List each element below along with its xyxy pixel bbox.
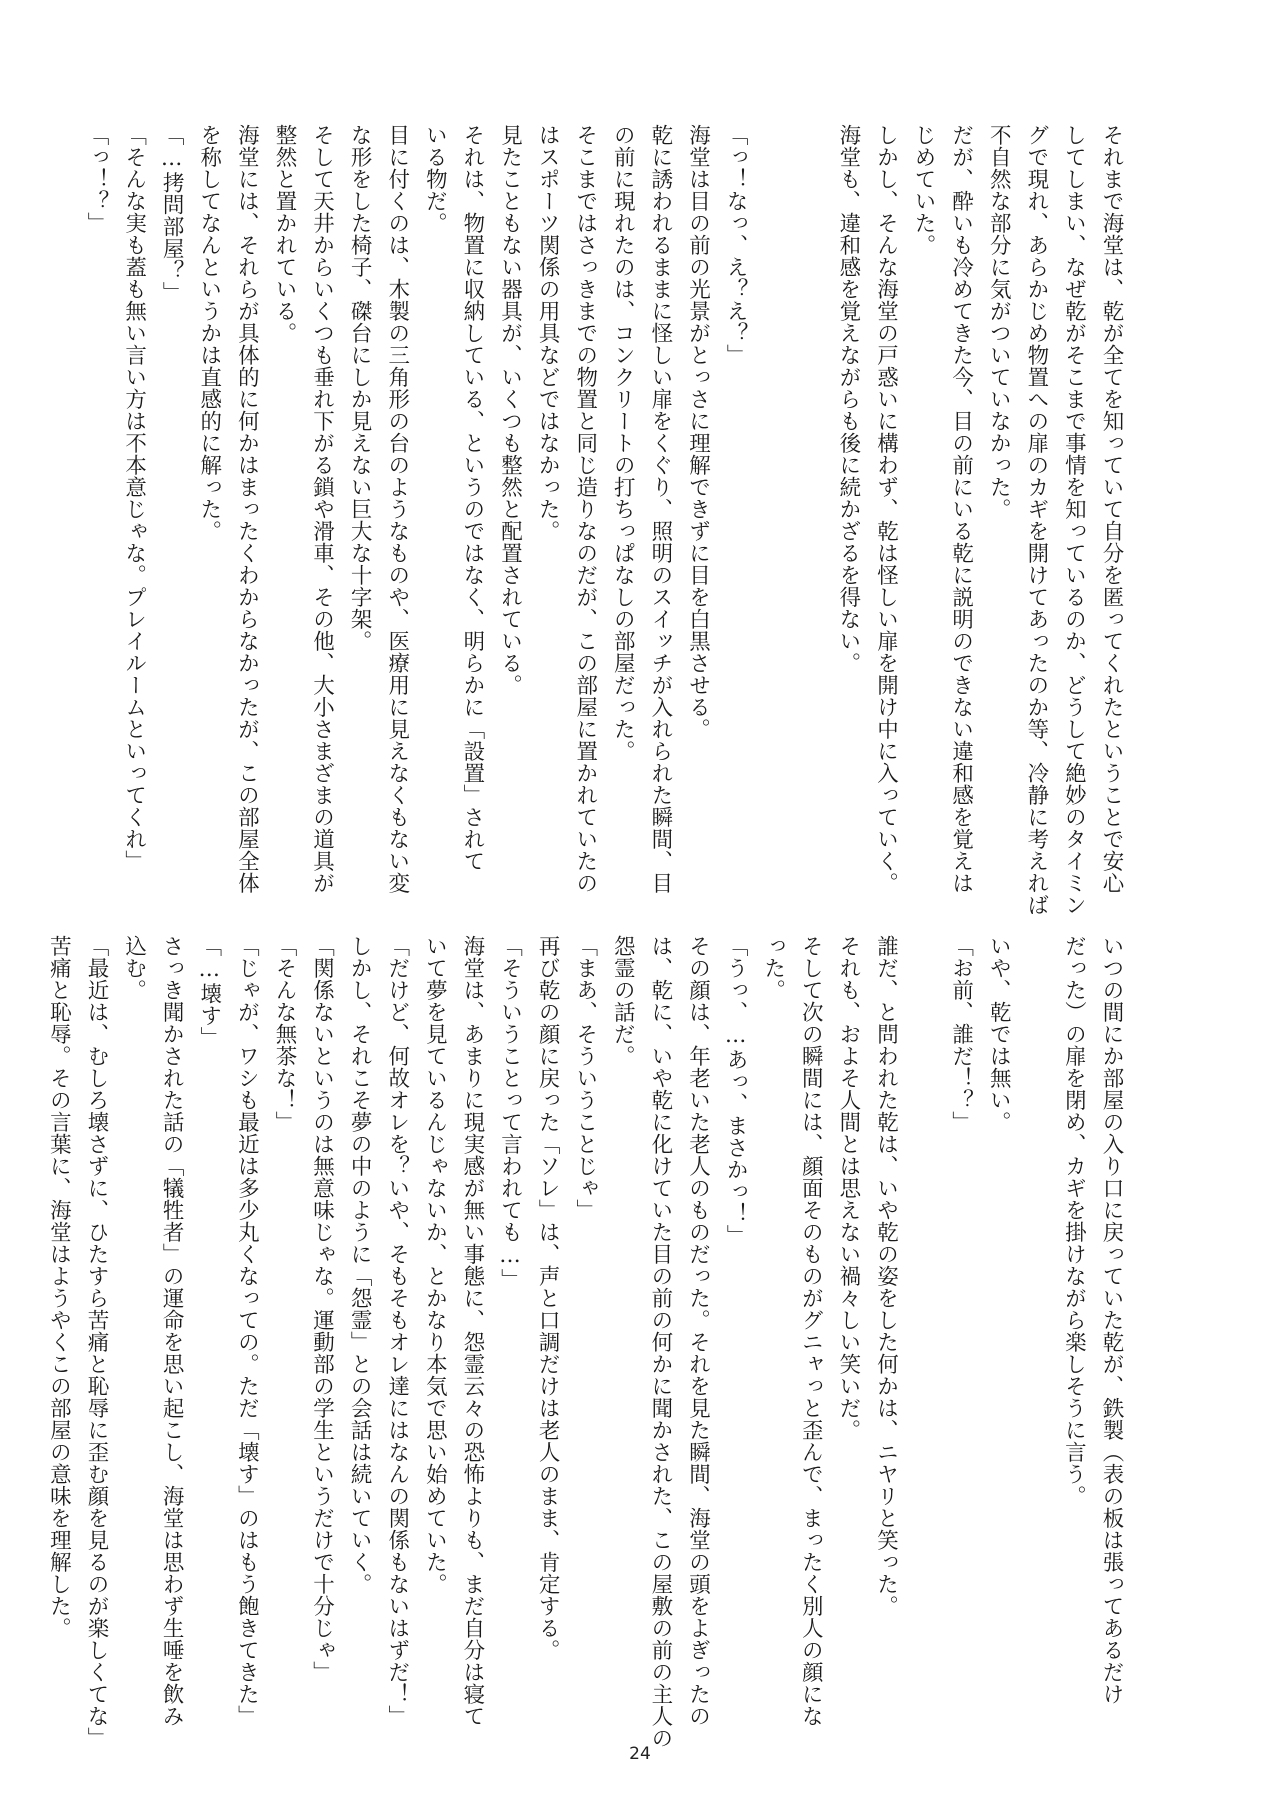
text-line: そして次の瞬間には、顔面そのものがグニャっと歪んで、まったく別人の顔にな — [798, 935, 824, 1727]
text-line: 海堂は目の前の光景がとっさに理解できずに目を白黒させる。 — [685, 124, 711, 740]
text-line: 「関係ないというのは無意味じゃな。運動部の学生というだけで十分じゃ」 — [309, 935, 335, 1683]
text-line: その顔は、年老いた老人のものだった。それを見た瞬間、海堂の頭をよぎったの — [685, 935, 711, 1727]
text-line: 「じゃが、ワシも最近は多少丸くなっての。ただ「壊す」のはもう飽きてきた」 — [234, 935, 260, 1727]
text-line: 海堂は、あまりに現実感が無い事態に、怨霊云々の恐怖よりも、まだ自分は寝て — [459, 935, 485, 1727]
text-line: 込む。 — [121, 935, 147, 1001]
text-line: 「そんな実も蓋も無い言い方は不本意じゃな。プレイルームといってくれ」 — [121, 124, 147, 872]
text-line: それまで海堂は、乾が全てを知っていて自分を匿ってくれたということで安心 — [1099, 124, 1124, 894]
text-line: いる物だ。 — [422, 124, 448, 234]
text-line: いて夢を見ているんじゃないか、とかなり本気で思い始めていた。 — [422, 935, 448, 1595]
text-line: 海堂も、違和感を覚えながらも後に続かざるを得ない。 — [835, 124, 861, 674]
text-line: 苦痛と恥辱。その言葉に、海堂はようやくこの部屋の意味を理解した。 — [46, 935, 72, 1639]
text-line: だが、酔いも冷めてきた今、目の前にいる乾に説明のできない違和感を覚えは — [948, 124, 974, 894]
text-line: それも、およそ人間とは思えない禍々しい笑いだ。 — [835, 935, 861, 1441]
text-line: の前に現れたのは、コンクリートの打ちっぱなしの部屋だった。 — [610, 124, 636, 762]
text-line: じめていた。 — [911, 124, 937, 256]
text-line: それは、物置に収納している、というのではなく、明らかに「設置」されて — [459, 124, 485, 872]
text-line: 目に付くのは、木製の三角形の台のようなものや、医療用に見えなくもない変 — [384, 124, 410, 894]
text-line: った。 — [760, 935, 786, 1001]
text-line: いや、乾では無い。 — [986, 935, 1012, 1133]
text-line: 見たこともない器具が、いくつも整然と配置されている。 — [497, 124, 523, 696]
text-line: 「そんな無茶な！」 — [271, 935, 297, 1133]
text-line: 「お前、誰だ！？」 — [948, 935, 974, 1133]
text-line: 海堂には、それらが具体的に何かはまったくわからなかったが、この部屋全体 — [234, 124, 260, 894]
text-line: 「最近は、むしろ壊さずに、ひたすら苦痛と恥辱に歪む顔を見るのが楽しくてな」 — [83, 935, 109, 1749]
text-line: 「そういうことって言われても…」 — [497, 935, 523, 1291]
text-line: 「っ！？」 — [83, 124, 109, 234]
text-line: 整然と置かれている。 — [271, 124, 297, 344]
text-line: してしまい、なぜ乾がそこまで事情を知っているのか、どうして絶妙のタイミン — [1061, 124, 1087, 916]
text-line: そこまではさっきまでの物置と同じ造りなのだが、この部屋に置かれていたの — [572, 124, 598, 894]
text-line: グで現れ、あらかじめ物置への扉のカギを開けてあったのか等、冷静に考えれば — [1023, 124, 1049, 916]
text-line: 再び乾の顔に戻った「ソレ」は、声と口調だけは老人のまま、肯定する。 — [535, 935, 561, 1661]
text-line: な形をした椅子、磔台にしか見えない巨大な十字架。 — [347, 124, 373, 652]
page-number: 24 — [629, 1744, 651, 1764]
text-line: しかし、そんな海堂の戸惑いに構わず、乾は怪しい扉を開け中に入っていく。 — [873, 124, 899, 894]
text-line: は、乾に、いや乾に化けていた目の前の何かに聞かされた、この屋敷の前の主人の — [647, 935, 673, 1749]
text-line: を称してなんというかは直感的に解った。 — [196, 124, 222, 542]
upper-text-block — [83, 124, 1130, 916]
text-line: 「…拷問部屋？」 — [159, 124, 185, 304]
text-line: そして天井からいくつも垂れ下がる鎖や滑車、その他、大小さまざまの道具が — [309, 124, 335, 894]
text-line: いつの間にか部屋の入り口に戻っていた乾が、鉄製（表の板は張ってあるだけ — [1099, 935, 1124, 1705]
text-line: 不自然な部分に気がついていなかった。 — [986, 124, 1012, 520]
text-line: 誰だ、と問われた乾は、いや乾の姿をした何かは、ニヤリと笑った。 — [873, 935, 899, 1617]
text-line: 「だけど、何故オレを？いや、そもそもオレ達にはなんの関係もないはずだ！」 — [384, 935, 410, 1727]
text-line: 「っ！なっ、え？え？」 — [723, 124, 749, 366]
text-line: 「うっ、…あっ、まさかっ！」 — [723, 935, 749, 1247]
text-line: しかし、それこそ夢の中のように「怨霊」との会話は続いていく。 — [347, 935, 373, 1595]
text-line: さっき聞かされた話の「犠牲者」の運命を思い起こし、海堂は思わず生唾を飲み — [159, 935, 185, 1727]
text-line: 「まあ、そういうことじゃ」 — [572, 935, 598, 1221]
text-line: 乾に誘われるままに怪しい扉をくぐり、照明のスイッチが入れられた瞬間、目 — [647, 124, 673, 894]
text-line: だった）の扉を閉め、カギを掛けながら楽しそうに言う。 — [1061, 935, 1087, 1507]
lower-text-block — [46, 935, 1130, 1749]
text-line: 怨霊の話だ。 — [610, 935, 636, 1067]
text-line: 「…壊す」 — [196, 935, 222, 1049]
text-line: はスポーツ関係の用具などではなかった。 — [535, 124, 561, 542]
